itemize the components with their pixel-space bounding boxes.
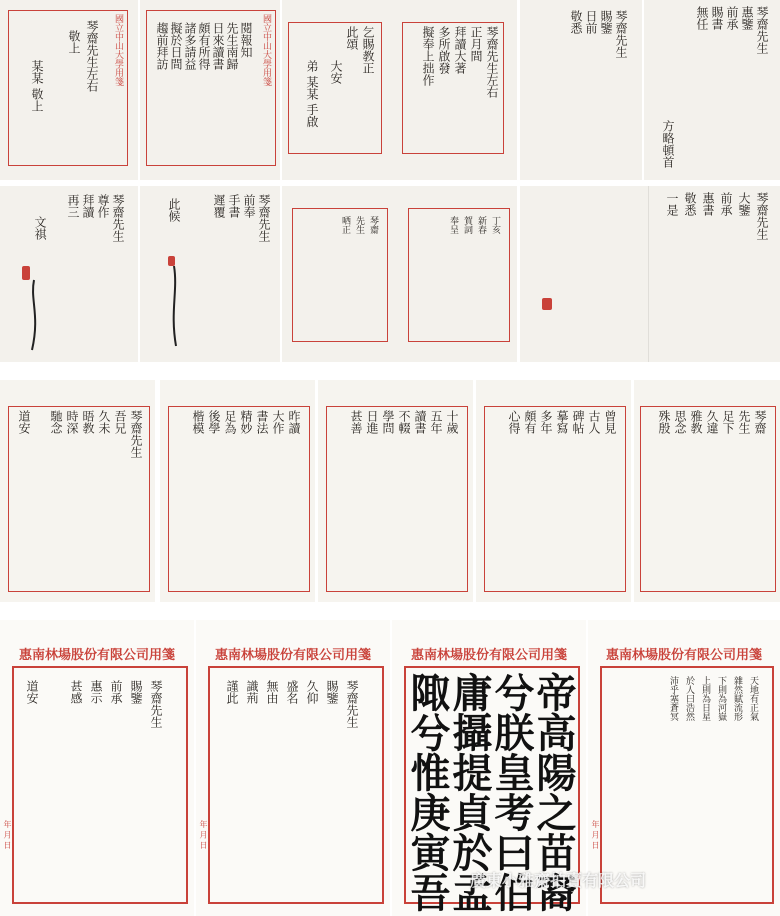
letter-signature: 方略頓首 <box>661 120 675 168</box>
letter-text-col: 此頌 <box>345 26 359 50</box>
letter-text-col: 新春 <box>476 216 486 234</box>
red-seal-stamp <box>22 266 30 280</box>
letter-text-col: 琴齋先生 <box>149 680 163 728</box>
letter-salutation: 琴齋先生左右 <box>85 20 99 92</box>
letter-text-col: 頗有所得 <box>197 22 211 70</box>
letterhead-page-r4-2 <box>196 620 390 916</box>
letter-text-col: 吾兄 <box>113 410 127 434</box>
letter-page-r1-5 <box>644 0 780 180</box>
letter-text-col: 天地有正氣 <box>748 676 758 721</box>
letter-text-col: 楷模 <box>191 410 205 434</box>
letter-text-col: 拜讀大著 <box>453 26 467 74</box>
letter-text-col: 十歲 <box>445 410 459 434</box>
letter-signature: 某某 敬上 <box>30 60 44 112</box>
letter-text-col: 惠書 <box>701 192 715 216</box>
letter-page-r1-3 <box>282 0 517 180</box>
letter-page-r1-4 <box>520 0 642 180</box>
letter-text-col: 多年 <box>539 410 553 434</box>
letter-text-col: 琴齋 <box>368 216 378 234</box>
letter-text-col: 乞賜教正 <box>361 26 375 74</box>
letter-text-col: 識荊 <box>245 680 259 704</box>
letter-text-col: 琴齋先生 <box>129 410 143 458</box>
letter-text-col: 琴齋先生 <box>345 680 359 728</box>
letter-text-col: 先生 <box>354 216 364 234</box>
letter-text-col: 道安 <box>17 410 31 434</box>
letter-text-col: 琴齋 <box>753 410 767 434</box>
letter-text-col: 下則為河嶽 <box>716 676 726 721</box>
letter-text-col: 一是 <box>665 192 679 216</box>
letter-text-col: 久未 <box>97 410 111 434</box>
letter-text-col: 日前 <box>584 10 598 34</box>
letter-text-col: 雜然賦流形 <box>732 676 742 721</box>
date-label: 年 月 日 <box>3 820 12 850</box>
letter-text-col: 心得 <box>507 410 521 434</box>
letter-text-col: 昨讀 <box>287 410 301 434</box>
letter-text-col: 道安 <box>25 680 39 704</box>
letter-text-col: 日來讀書 <box>211 22 225 70</box>
letter-text-col: 擬奉上拙作 <box>421 26 435 86</box>
letter-text-col: 尊作 <box>96 194 110 218</box>
letter-text-col: 遲覆 <box>212 194 226 218</box>
letter-text-col: 足為 <box>223 410 237 434</box>
letter-text-col: 多所啟發 <box>437 26 451 74</box>
letter-text-col: 拜讀 <box>81 194 95 218</box>
letter-page-r2-1 <box>0 186 138 362</box>
letter-text-col: 讀書 <box>413 410 427 434</box>
letter-page-r3-1 <box>0 380 155 602</box>
letter-text-col: 謹此 <box>225 680 239 704</box>
letter-page-r1-2 <box>140 0 280 180</box>
letter-text-col: 時深 <box>65 410 79 434</box>
signature-stroke <box>164 266 194 346</box>
date-label: 年 月 日 <box>199 820 208 850</box>
company-letterhead: 惠南林場股份有限公司用箋 <box>410 648 567 663</box>
letter-text-col: 雅教 <box>689 410 703 434</box>
letter-text-col: 碑帖 <box>571 410 585 434</box>
letter-text-col: 琴齋先生 <box>755 192 769 240</box>
letter-text-col: 於人曰浩然 <box>684 676 694 721</box>
calligraphy-column: 帝高陽之苗裔 <box>530 672 577 912</box>
letter-text-col: 先生 <box>737 410 751 434</box>
letter-text-col: 學問 <box>381 410 395 434</box>
letter-text-col: 思念 <box>673 410 687 434</box>
letter-text-col: 賜鑒 <box>599 10 613 34</box>
calligraphy-column: 陬兮惟庚寅吾 <box>404 672 451 912</box>
letter-text-col: 賀詞 <box>462 216 472 234</box>
letter-text-col: 大鑒 <box>737 192 751 216</box>
letter-text-col: 丁亥 <box>490 216 500 234</box>
letterhead-page-r4-1 <box>0 620 194 916</box>
letter-text-col: 久違 <box>705 410 719 434</box>
letter-text-col: 琴齋先生 <box>614 10 628 58</box>
letter-text-col: 前承 <box>725 6 739 30</box>
letter-text-col: 惠示 <box>89 680 103 704</box>
letter-text-col: 頗有 <box>523 410 537 434</box>
letter-text-col: 琴齋先生 <box>755 6 769 54</box>
letter-text-col: 賜書 <box>710 6 724 30</box>
letter-text-col: 趨前拜訪 <box>155 22 169 70</box>
letter-text-col: 五年 <box>429 410 443 434</box>
letter-page-r2-3 <box>282 186 517 362</box>
letter-text-col: 文祺 <box>33 216 47 240</box>
letter-text-col: 先生南歸 <box>225 22 239 70</box>
letter-text-col: 琴齋先生 <box>257 194 271 242</box>
letter-text-col: 晤教 <box>81 410 95 434</box>
letter-text-col: 精妙 <box>239 410 253 434</box>
letter-page-r3-2 <box>160 380 315 602</box>
letter-text-col: 前承 <box>719 192 733 216</box>
red-seal-stamp <box>542 298 552 310</box>
letter-text-col: 琴齋先生 <box>111 194 125 242</box>
letter-text-col: 閱報知 <box>239 22 253 58</box>
auction-watermark: 廣東小雅齋拍賣有限公司 <box>470 871 647 890</box>
letter-page-r2-4 <box>520 186 780 362</box>
letterhead-vertical: 國立中山大學用箋 <box>261 14 271 86</box>
letter-text-col: 敬悉 <box>683 192 697 216</box>
letter-page-r3-3 <box>318 380 473 602</box>
letter-text-col: 前奉 <box>242 194 256 218</box>
signature-stroke <box>20 280 50 350</box>
letter-text-col: 甚善 <box>349 410 363 434</box>
letter-text-col: 後學 <box>207 410 221 434</box>
letter-text-col: 曾見 <box>603 410 617 434</box>
letter-closing: 敬上 <box>67 30 81 54</box>
company-letterhead: 惠南林場股份有限公司用箋 <box>605 648 762 663</box>
red-seal-stamp <box>168 256 175 266</box>
letter-text-col: 足下 <box>721 410 735 434</box>
letter-text-col: 不輟 <box>397 410 411 434</box>
letter-text-col: 敬悉 <box>569 10 583 34</box>
letter-text-col: 殊殷 <box>657 410 671 434</box>
letter-text-col: 日進 <box>365 410 379 434</box>
letter-text-col: 久仰 <box>305 680 319 704</box>
letter-text-col: 正月間 <box>469 26 483 62</box>
letter-text-col: 琴齋先生左右 <box>485 26 499 98</box>
letter-text-col: 擬於日間 <box>169 22 183 70</box>
page-fold-line <box>648 186 649 362</box>
letter-text-col: 哂正 <box>340 216 350 234</box>
letterhead-vertical: 國立中山大學用箋 <box>113 14 123 86</box>
letter-text-col: 手書 <box>227 194 241 218</box>
letter-text-col: 前承 <box>109 680 123 704</box>
letter-text-col: 大安 <box>329 60 343 84</box>
letter-page-r3-4 <box>476 380 631 602</box>
letter-text-col: 賜鑒 <box>129 680 143 704</box>
letter-page-r1-1 <box>0 0 138 180</box>
letter-text-col: 沛乎塞蒼冥 <box>668 676 678 721</box>
letter-text-col: 甚感 <box>69 680 83 704</box>
date-label: 年 月 日 <box>591 820 600 850</box>
letter-text-col: 無任 <box>695 6 709 30</box>
letter-text-col: 惠鑒 <box>740 6 754 30</box>
company-letterhead: 惠南林場股份有限公司用箋 <box>18 648 175 663</box>
letter-page-r2-2 <box>140 186 280 362</box>
letter-text-col: 書法 <box>255 410 269 434</box>
calligraphy-column: 兮朕皇考曰伯 <box>488 672 535 912</box>
letter-text-col: 諸多請益 <box>183 22 197 70</box>
calligraphy-column: 庸攝提貞於孟 <box>446 672 493 912</box>
letter-text-col: 上則為日星 <box>700 676 710 721</box>
letter-text-col: 盛名 <box>285 680 299 704</box>
letter-signature: 弟 某某 手啟 <box>305 60 319 128</box>
letter-text-col: 摹寫 <box>555 410 569 434</box>
letter-text-col: 此候 <box>167 198 181 222</box>
company-letterhead: 惠南林場股份有限公司用箋 <box>214 648 371 663</box>
letter-text-col: 奉呈 <box>448 216 458 234</box>
letter-text-col: 大作 <box>271 410 285 434</box>
letter-text-col: 古人 <box>587 410 601 434</box>
letter-text-col: 再三 <box>66 194 80 218</box>
letter-page-r3-5 <box>634 380 780 602</box>
letter-text-col: 馳念 <box>49 410 63 434</box>
letter-text-col: 無由 <box>265 680 279 704</box>
letter-text-col: 賜鑒 <box>325 680 339 704</box>
